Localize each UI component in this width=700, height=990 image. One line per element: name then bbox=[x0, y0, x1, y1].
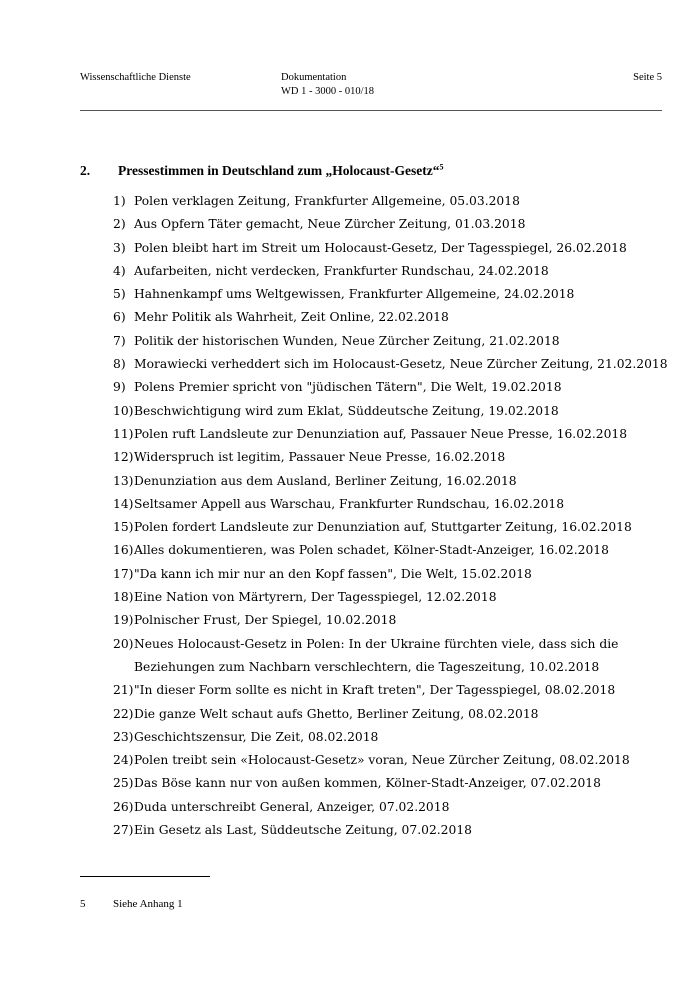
list-item-number: 10) bbox=[113, 403, 134, 418]
list-item-text: Morawiecki verheddert sich im Holocaust-Gesetz, Neue Zürcher Zeitung, 21.02.2018 bbox=[134, 357, 668, 372]
list-item-text: Aufarbeiten, nicht verdecken, Frankfurter Rundschau, 24.02.2018 bbox=[134, 263, 549, 278]
list-item bbox=[113, 819, 665, 842]
list-item-number: 21) bbox=[113, 683, 134, 698]
list-item-text: Hahnenkampf ums Weltgewissen, Frankfurter Allgemeine, 24.02.2018 bbox=[134, 287, 575, 302]
list-item-text: Ein Gesetz als Last, Süddeutsche Zeitung, 07.02.2018 bbox=[134, 823, 472, 838]
list-item bbox=[113, 470, 665, 493]
list-item-number: 22) bbox=[113, 706, 134, 721]
list-item-text: Polen bleibt hart im Streit um Holocaust-Gesetz, Der Tagesspiegel, 26.02.2018 bbox=[134, 240, 627, 255]
list-item-number: 11) bbox=[113, 426, 134, 441]
list-item bbox=[113, 237, 665, 260]
list-item-text: Politik der historischen Wunden, Neue Zürcher Zeitung, 21.02.2018 bbox=[134, 333, 560, 348]
list-item-text: Polen treibt sein «Holocaust-Gesetz» voran, Neue Zürcher Zeitung, 08.02.2018 bbox=[134, 753, 630, 768]
list-item-text: Polens Premier spricht von "jüdischen Tätern", Die Welt, 19.02.2018 bbox=[134, 380, 562, 395]
list-item-number: 20) bbox=[113, 636, 134, 651]
list-item bbox=[113, 679, 665, 702]
list-item-number: 19) bbox=[113, 613, 134, 628]
list-item bbox=[113, 190, 665, 213]
header-page-number: Seite 5 bbox=[633, 72, 662, 83]
list-item bbox=[113, 609, 665, 632]
list-item-text: Polnischer Frust, Der Spiegel, 10.02.2018 bbox=[134, 613, 397, 628]
header-divider bbox=[80, 110, 662, 111]
list-item bbox=[113, 306, 665, 329]
list-item-number: 2) bbox=[113, 217, 126, 232]
list-item-text: Geschichtszensur, Die Zeit, 08.02.2018 bbox=[134, 729, 379, 744]
list-item bbox=[113, 493, 665, 516]
list-item-text: Alles dokumentieren, was Polen schadet, Kölner-Stadt-Anzeiger, 16.02.2018 bbox=[134, 543, 609, 558]
list-item-number: 6) bbox=[113, 310, 126, 325]
list-item-number: 15) bbox=[113, 520, 134, 535]
list-item-number: 17) bbox=[113, 566, 134, 581]
list-item-text: Die ganze Welt schaut aufs Ghetto, Berliner Zeitung, 08.02.2018 bbox=[134, 706, 539, 721]
list-item-text: Polen ruft Landsleute zur Denunziation auf, Passauer Neue Presse, 16.02.2018 bbox=[134, 426, 628, 441]
list-item-text: Widerspruch ist legitim, Passauer Neue Presse, 16.02.2018 bbox=[134, 450, 506, 465]
list-item bbox=[113, 539, 665, 562]
list-item bbox=[113, 726, 665, 749]
list-item bbox=[113, 772, 665, 795]
list-item bbox=[113, 353, 668, 376]
list-item bbox=[113, 563, 665, 586]
section-heading bbox=[80, 163, 443, 179]
list-item-number: 23) bbox=[113, 729, 134, 744]
footnote-reference: 5 bbox=[439, 162, 444, 172]
footnote-number: 5 bbox=[80, 898, 86, 910]
list-item-text: "Da kann ich mir nur an den Kopf fassen", Die Welt, 15.02.2018 bbox=[134, 566, 532, 581]
list-item bbox=[113, 423, 665, 446]
list-item-number: 26) bbox=[113, 799, 134, 814]
list-item bbox=[113, 703, 665, 726]
press-citation-list bbox=[113, 190, 668, 842]
section-number: 2. bbox=[80, 163, 91, 178]
list-item-text: Beschwichtigung wird zum Eklat, Süddeutsche Zeitung, 19.02.2018 bbox=[134, 403, 559, 418]
list-item bbox=[113, 586, 665, 609]
list-item-number: 27) bbox=[113, 823, 134, 838]
list-item-text: Polen verklagen Zeitung, Frankfurter Allgemeine, 05.03.2018 bbox=[134, 194, 520, 208]
list-item-number: 12) bbox=[113, 450, 134, 465]
list-item-text: Aus Opfern Täter gemacht, Neue Zürcher Zeitung, 01.03.2018 bbox=[134, 217, 526, 232]
list-item-text: Neues Holocaust-Gesetz in Polen: In der Ukraine fürchten viele, dass sich die Beziehungen zum Nachbarn verschlechtern, die Tageszeitung, 10.02.2018 bbox=[134, 636, 619, 674]
footnote bbox=[80, 897, 183, 911]
footnote-text: Siehe Anhang 1 bbox=[113, 898, 183, 910]
list-item bbox=[113, 260, 665, 283]
list-item-number: 16) bbox=[113, 543, 134, 558]
list-item-number: 8) bbox=[113, 357, 126, 372]
page-header bbox=[80, 71, 662, 105]
header-document-info bbox=[281, 71, 374, 99]
list-item-text: Das Böse kann nur von außen kommen, Kölner-Stadt-Anzeiger, 07.02.2018 bbox=[134, 776, 601, 791]
list-item-number: 18) bbox=[113, 590, 134, 605]
list-item bbox=[113, 749, 665, 772]
list-item-text: Seltsamer Appell aus Warschau, Frankfurter Rundschau, 16.02.2018 bbox=[134, 496, 565, 511]
list-item-text: "In dieser Form sollte es nicht in Kraft treten", Der Tagesspiegel, 08.02.2018 bbox=[134, 683, 616, 698]
list-item-number: 13) bbox=[113, 473, 134, 488]
list-item bbox=[113, 283, 665, 306]
list-item bbox=[113, 516, 665, 539]
list-item-text: Eine Nation von Märtyrern, Der Tagesspiegel, 12.02.2018 bbox=[134, 590, 497, 605]
list-item-number: 14) bbox=[113, 496, 134, 511]
list-item-text: Polen fordert Landsleute zur Denunziation auf, Stuttgarter Zeitung, 16.02.2018 bbox=[134, 520, 632, 535]
header-document-type: Dokumentation bbox=[281, 72, 347, 83]
list-item-number: 1) bbox=[113, 194, 126, 208]
list-item-number: 9) bbox=[113, 380, 126, 395]
list-item-number: 24) bbox=[113, 753, 134, 768]
list-item-text: Denunziation aus dem Ausland, Berliner Zeitung, 16.02.2018 bbox=[134, 473, 517, 488]
header-department: Wissenschaftliche Dienste bbox=[80, 72, 191, 83]
header-document-number: WD 1 - 3000 - 010/18 bbox=[281, 86, 375, 97]
list-item-number: 4) bbox=[113, 263, 126, 278]
list-item-number: 7) bbox=[113, 333, 126, 348]
list-item bbox=[113, 446, 665, 469]
list-item-number: 5) bbox=[113, 287, 126, 302]
section-title: Pressestimmen in Deutschland zum „Holocaust-Gesetz“ bbox=[118, 163, 440, 178]
list-item bbox=[113, 400, 665, 423]
footnote-divider bbox=[80, 876, 210, 877]
list-item bbox=[113, 796, 665, 819]
list-item-text: Mehr Politik als Wahrheit, Zeit Online, 22.02.2018 bbox=[134, 310, 449, 325]
list-item bbox=[113, 633, 665, 680]
list-item bbox=[113, 330, 665, 353]
list-item bbox=[113, 376, 665, 399]
list-item-text: Duda unterschreibt General, Anzeiger, 07.02.2018 bbox=[134, 799, 450, 814]
list-item-number: 3) bbox=[113, 240, 126, 255]
list-item-number: 25) bbox=[113, 776, 134, 791]
list-item bbox=[113, 213, 665, 236]
